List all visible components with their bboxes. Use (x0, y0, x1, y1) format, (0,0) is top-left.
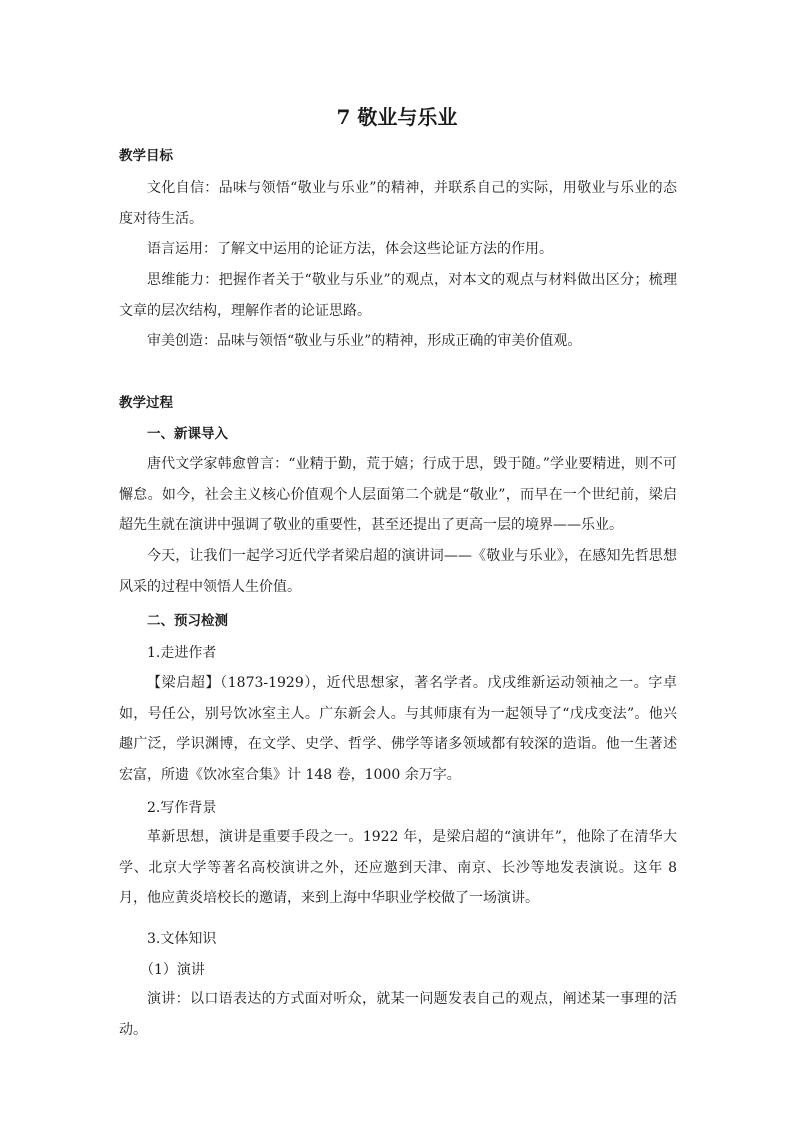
author-paragraph: 【梁启超】（1873-1929），近代思想家，著名学者。戊戌维新运动领袖之一。字卓如，号任公，别号饮冰室主人。广东新会人。与其师康有为一起领导了“戊戌变法”。他兴趣广泛，学识渊博，在文学、史学、哲学、佛学等诸多领域都有较深的造诣。他一生著述宏富，所遗《饮冰室合集》计 148 卷，1000 余万字。 (119, 675, 677, 783)
objective-culture: 文化自信：品味与领悟“敬业与乐业”的精神，并联系自己的实际，用敬业与乐业的态度对待生活。 (119, 180, 677, 227)
item-title-genre: 3.文体知识 (147, 931, 217, 947)
background-paragraph: 革新思想，演讲是重要手段之一。1922 年，是梁启超的“演讲年”，他除了在清华大学、北京大学等著名高校演讲之外，还应邀到天津、南京、长沙等地发表演说。这年 8 月，他应黄炎培校长的邀请，来到上海中华职业学校做了一场演讲。 (119, 829, 677, 907)
intro-paragraph-1: 唐代文学家韩愈曾言：“业精于勤，荒于嬉；行成于思，毁于随。”学业要精进，则不可懈怠。如今，社会主义核心价值观个人层面第二个就是“敬业”，而早在一个世纪前，梁启超先生就在演讲中强调了敬业的重要性，甚至还提出了更高一层的境界——乐业。 (119, 456, 677, 534)
item-title-author: 1.走进作者 (147, 645, 217, 661)
item-title-background: 2.写作背景 (147, 800, 217, 816)
objective-thinking: 思维能力：把握作者关于“敬业与乐业”的观点，对本文的观点与材料做出区分；梳理文章的层次结构，理解作者的论证思路。 (119, 272, 677, 319)
speech-definition: 演讲：以口语表达的方式面对听众，就某一问题发表自己的观点，阐述某一事理的活动。 (119, 991, 677, 1038)
objective-language: 语言运用：了解文中运用的论证方法，体会这些论证方法的作用。 (147, 241, 553, 257)
intro-paragraph-2: 今天，让我们一起学习近代学者梁启超的演讲词——《敬业与乐业》，在感知先哲思想风采的过程中领悟人生价值。 (119, 548, 677, 595)
part-heading-preview: 二、预习检测 (147, 613, 228, 629)
section-heading-objectives: 教学目标 (119, 148, 173, 164)
objective-aesthetic: 审美创造：品味与领悟“敬业与乐业”的精神，形成正确的审美价值观。 (147, 333, 582, 349)
genre-subitem-speech: （1）演讲 (140, 962, 205, 978)
page-title: 7 敬业与乐业 (336, 105, 458, 129)
section-heading-process: 教学过程 (119, 395, 173, 411)
part-heading-intro: 一、新课导入 (147, 426, 228, 442)
